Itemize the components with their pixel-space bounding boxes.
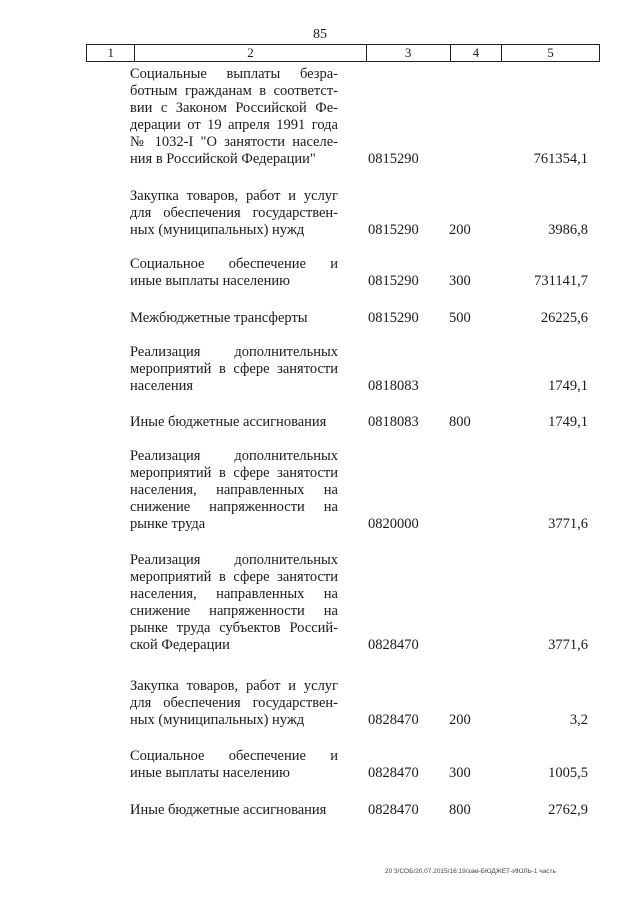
- row-expense-type: 300: [449, 765, 471, 781]
- row-name-line: Социальное обеспечение и: [130, 748, 338, 764]
- column-header-4: 4: [450, 45, 501, 62]
- row-name: [130, 552, 338, 654]
- row-name: [130, 748, 338, 782]
- row-code: 0828470: [368, 802, 419, 818]
- row-name-line: ных (муниципальных) нужд: [130, 222, 305, 238]
- row-amount: 1005,5: [548, 765, 588, 781]
- row-expense-type: 500: [449, 310, 471, 326]
- table-row: [0, 678, 640, 729]
- row-name-line: ской Федерации: [130, 637, 230, 653]
- column-header-2: 2: [135, 45, 366, 62]
- table-row: [0, 256, 640, 290]
- column-header-5: 5: [502, 45, 600, 62]
- table-row: [0, 344, 640, 395]
- row-code: 0815290: [368, 151, 419, 167]
- row-name: [130, 678, 338, 729]
- row-name-line: рынке труда субъектов Россий-: [130, 620, 338, 636]
- footer-stamp: 20 3/СОБ/20.07.2015/16:19/зам-БЮДЖЕТ-ИЮЛЬ-1 часть: [385, 868, 556, 875]
- row-code: 0828470: [368, 765, 419, 781]
- table-row: [0, 66, 640, 168]
- row-name-line: Межбюджетные трансферты: [130, 310, 308, 326]
- row-name-line: ботным гражданам в соответст-: [130, 83, 338, 99]
- row-code: 0828470: [368, 712, 419, 728]
- row-name-line: Реализация дополнительных: [130, 448, 338, 464]
- row-code: 0815290: [368, 273, 419, 289]
- row-amount: 2762,9: [548, 802, 588, 818]
- row-amount: 761354,1: [533, 151, 588, 167]
- row-name-line: Реализация дополнительных: [130, 552, 338, 568]
- table-row: [0, 188, 640, 239]
- column-header-3: 3: [366, 45, 450, 62]
- row-name: [130, 414, 338, 431]
- row-name-line: Закупка товаров, работ и услуг: [130, 188, 338, 204]
- row-amount: 1749,1: [548, 378, 588, 394]
- row-name: [130, 188, 338, 239]
- row-name: [130, 66, 338, 168]
- row-code: 0818083: [368, 414, 419, 430]
- row-expense-type: 300: [449, 273, 471, 289]
- row-code: 0818083: [368, 378, 419, 394]
- row-name-line: населения: [130, 378, 194, 394]
- table-row: [0, 448, 640, 533]
- row-name-line: снижение напряженности на: [130, 499, 338, 515]
- row-name-line: вии с Законом Российской Фе-: [130, 100, 338, 116]
- column-header-row: [87, 45, 600, 62]
- row-name-line: для обеспечения государствен-: [130, 695, 338, 711]
- row-name-line: рынке труда: [130, 516, 206, 532]
- row-expense-type: 800: [449, 802, 471, 818]
- table-row: [0, 802, 640, 819]
- column-header-1: 1: [87, 45, 135, 62]
- row-name-line: населения, направленных на: [130, 586, 338, 602]
- row-name-line: Социальные выплаты безра-: [130, 66, 338, 82]
- table-row: [0, 748, 640, 782]
- row-name-line: ния в Российской Федерации": [130, 151, 316, 167]
- page-number: 85: [313, 27, 327, 42]
- row-expense-type: 800: [449, 414, 471, 430]
- column-header-table: [86, 44, 600, 62]
- row-name-line: № 1032-I "О занятости населе-: [130, 134, 338, 150]
- row-expense-type: 200: [449, 712, 471, 728]
- row-name-line: иные выплаты населению: [130, 273, 290, 289]
- row-name-line: Закупка товаров, работ и услуг: [130, 678, 338, 694]
- row-name-line: Иные бюджетные ассигнования: [130, 414, 327, 430]
- row-name-line: мероприятий в сфере занятости: [130, 361, 338, 377]
- row-name: [130, 310, 338, 327]
- row-amount: 3,2: [569, 712, 588, 728]
- row-code: 0828470: [368, 637, 419, 653]
- row-name-line: Иные бюджетные ассигнования: [130, 802, 327, 818]
- row-amount: 1749,1: [548, 414, 588, 430]
- row-name-line: снижение напряженности на: [130, 603, 338, 619]
- row-name-line: дерации от 19 апреля 1991 года: [130, 117, 338, 133]
- row-name-line: Социальное обеспечение и: [130, 256, 338, 272]
- row-name: [130, 344, 338, 395]
- row-name-line: ных (муниципальных) нужд: [130, 712, 305, 728]
- row-name-line: мероприятий в сфере занятости: [130, 569, 338, 585]
- row-expense-type: 200: [449, 222, 471, 238]
- row-amount: 3986,8: [548, 222, 588, 238]
- table-row: [0, 310, 640, 327]
- row-name-line: мероприятий в сфере занятости: [130, 465, 338, 481]
- row-code: 0815290: [368, 310, 419, 326]
- row-name: [130, 256, 338, 290]
- row-amount: 26225,6: [540, 310, 588, 326]
- row-amount: 3771,6: [548, 637, 588, 653]
- row-name-line: иные выплаты населению: [130, 765, 290, 781]
- row-name-line: населения, направленных на: [130, 482, 338, 498]
- table-row: [0, 552, 640, 654]
- row-name-line: для обеспечения государствен-: [130, 205, 338, 221]
- row-amount: 731141,7: [534, 273, 588, 289]
- row-amount: 3771,6: [548, 516, 588, 532]
- row-code: 0820000: [368, 516, 419, 532]
- table-row: [0, 414, 640, 431]
- row-name: [130, 802, 338, 819]
- row-name: [130, 448, 338, 533]
- row-name-line: Реализация дополнительных: [130, 344, 338, 360]
- row-code: 0815290: [368, 222, 419, 238]
